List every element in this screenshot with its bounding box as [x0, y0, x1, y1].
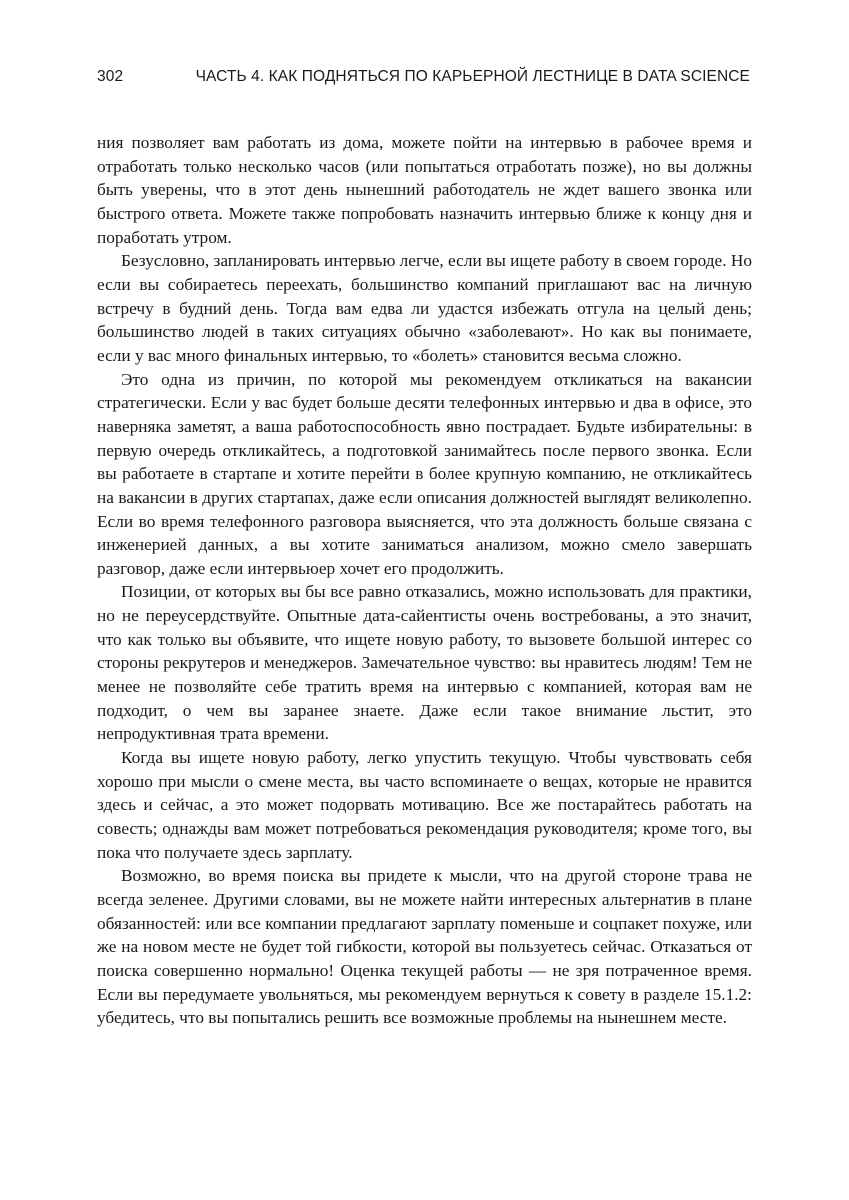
paragraph-current-job: Когда вы ищете новую работу, легко упустить текущую. Чтобы чувствовать себя хорошо при мысли о смене места, вы часто вспоминаете о вещах, которые не нравится здесь и сейчас, а это может подорвать мотивацию. Все же постарайтесь работать на совесть; однажды вам может потребоваться рекомендация руководителя; кроме того, вы пока что получаете здесь зарплату. — [97, 748, 752, 862]
page-number: 302 — [97, 68, 124, 85]
paragraph-continued: ния позволяет вам работать из дома, можете пойти на интервью в рабочее время и отработать только несколько часов (или попытаться отработать позже), но вы должны быть уверены, что в этот день нынешний работодатель не ждет вашего звонка или быстрого ответа. Можете также попробовать назначить интервью ближе к концу дня и поработать утром. — [97, 133, 752, 247]
running-title: ЧАСТЬ 4. КАК ПОДНЯТЬСЯ ПО КАРЬЕРНОЙ ЛЕСТНИЦЕ В DATA SCIENCE — [195, 68, 750, 85]
paragraph-practice: Позиции, от которых вы бы все равно отказались, можно использовать для практики, но не переусердствуйте. Опытные дата-сайентисты очень востребованы, а это значит, что как только вы объявите, что ищете новую работу, то вызовете большой интерес со стороны рекрутеров и менеджеров. Замечательное чувство: вы нравитесь людям! Тем не менее не позволяйте себе тратить время на интервью с компанией, которая вам не подходит, о чем вы заранее знаете. Даже если такое внимание льстит, это непродуктивная трата времени. — [97, 582, 752, 744]
body-text — [97, 131, 752, 1030]
paragraph-greener-grass: Возможно, во время поиска вы придете к мысли, что на другой стороне трава не всегда зеленее. Другими словами, вы не можете найти интересных альтернатив в плане обязанностей: или все компании предлагают зарплату поменьше и соцпакет похуже, или же на новом месте не будет той гибкости, которой вы пользуетесь сейчас. Отказаться от поиска совершенно нормально! Оценка текущей работы — не зря потраченное время. Если вы передумаете увольняться, мы рекомендуем вернуться к совету в разделе 15.1.2: убедитесь, что вы попытались решить все возможные проблемы на нынешнем месте. — [97, 866, 752, 1028]
running-head — [97, 68, 750, 92]
paragraph-strategy: Это одна из причин, по которой мы рекомендуем откликаться на вакансии стратегически. Если у вас будет больше десяти телефонных интервью и два в офисе, это наверняка заметят, а ваша работоспособность явно пострадает. Будьте избирательны: в первую очередь откликайтесь, а подготовкой занимайтесь после первого звонка. Если вы работаете в стартапе и хотите перейти в более крупную компанию, не откликайтесь на вакансии в других стартапах, даже если описания должностей выглядят великолепно. Если во время телефонного разговора выясняется, что эта должность больше связана с инженерией данных, а вы хотите заниматься анализом, можно смело завершать разговор, даже если интервьюер хочет его продолжить. — [97, 369, 752, 578]
paragraph-scheduling: Безусловно, запланировать интервью легче, если вы ищете работу в своем городе. Но если вы собираетесь переехать, большинство компаний приглашают вас на личную встречу в будний день. Тогда вам едва ли удастся избежать отгула на целый день; большинство людей в таких ситуациях обычно «заболевают». Но как вы понимаете, если у вас много финальных интервью, то «болеть» становится весьма сложно. — [97, 251, 752, 365]
